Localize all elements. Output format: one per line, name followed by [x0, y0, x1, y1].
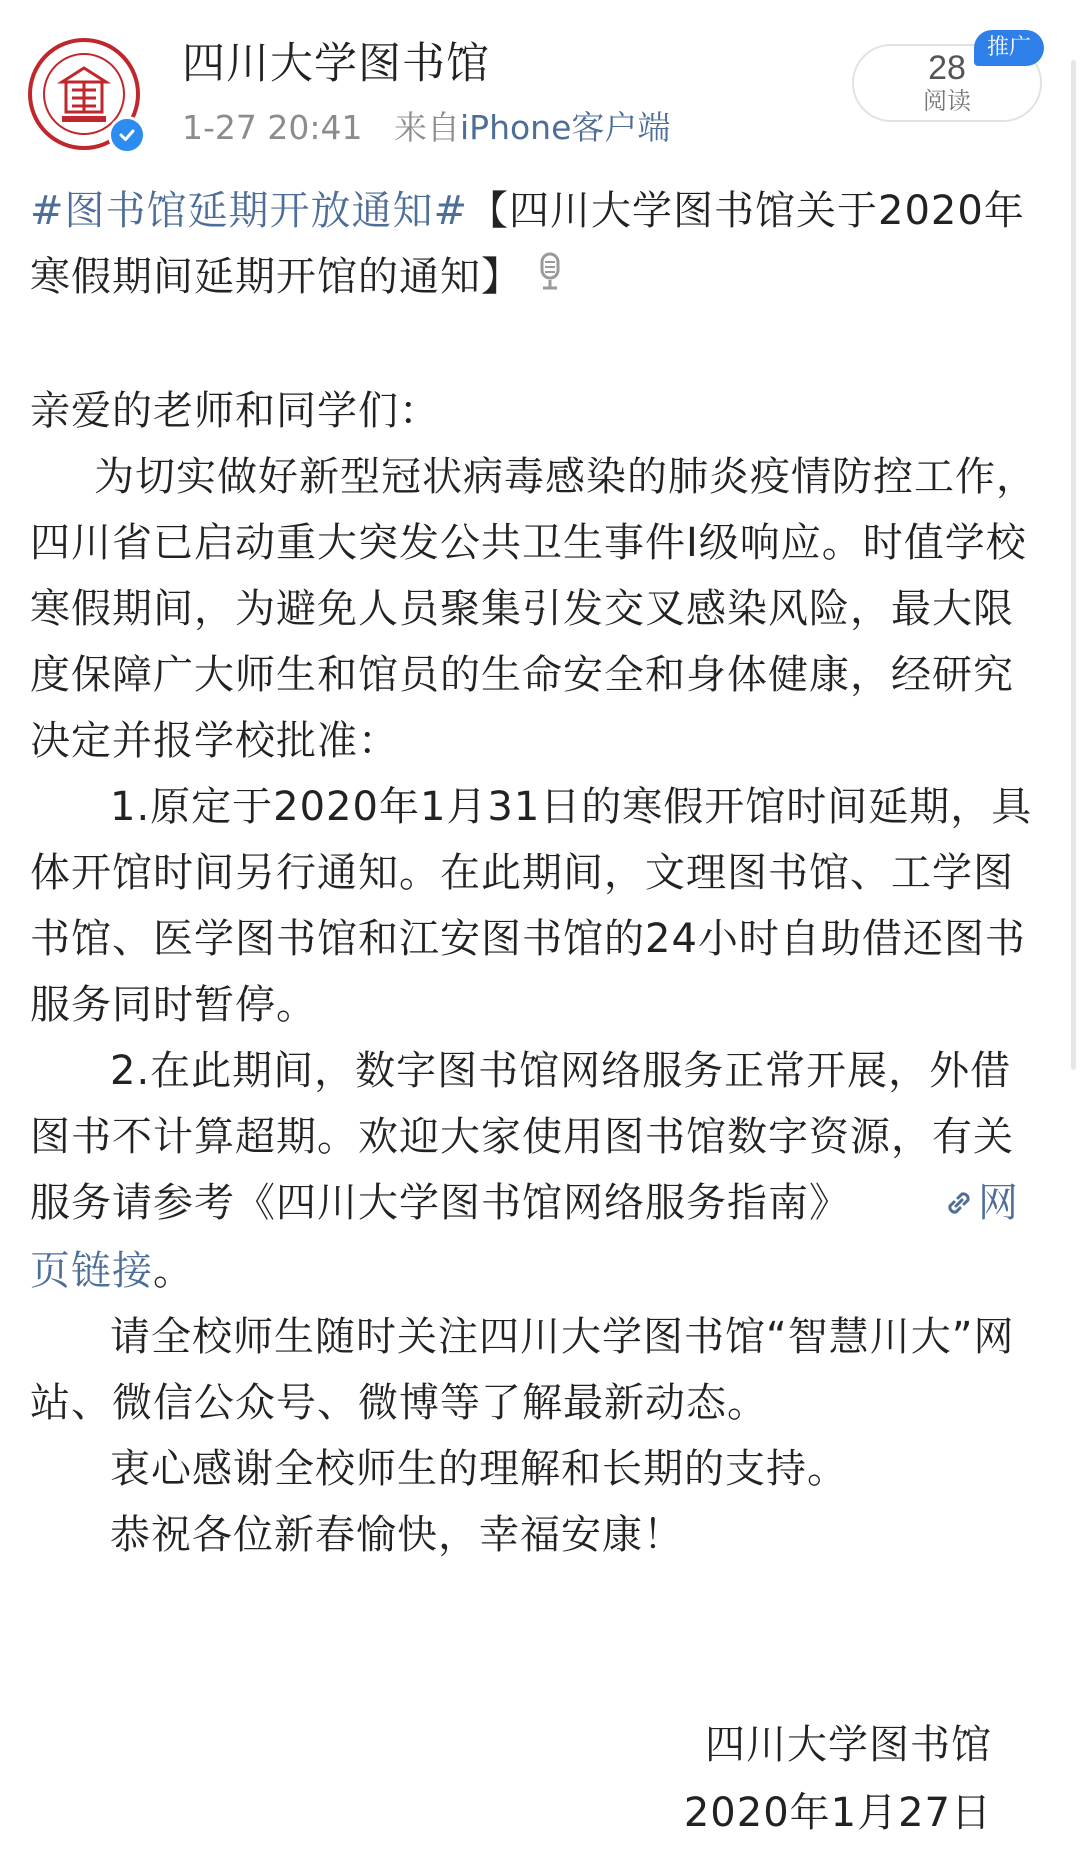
- read-count: 28: [928, 49, 966, 87]
- post-meta: [182, 106, 670, 150]
- scrollbar[interactable]: [1071, 60, 1076, 1070]
- signature-date: 2020年1月27日: [683, 1790, 992, 1836]
- thanks: 衷心感谢全校师生的理解和长期的支持。: [110, 1446, 848, 1492]
- greeting: 亲爱的老师和同学们：: [30, 388, 440, 434]
- item-2: [30, 1038, 1040, 1304]
- item-2-text: 2.在此期间，数字图书馆网络服务正常开展，外借图书不计算超期。欢迎大家使用图书馆数字资源，有关服务请参考《四川大学图书馆网络服务指南》: [30, 1048, 1014, 1226]
- post-header: [0, 0, 1080, 160]
- wishes: 恭祝各位新春愉快，幸福安康！: [110, 1512, 684, 1558]
- hashtag-link[interactable]: #图书馆延期开放通知#: [30, 188, 469, 234]
- account-name[interactable]: 四川大学图书馆: [182, 39, 490, 89]
- read-label: 阅读: [923, 87, 971, 115]
- post-title: 【四川大学图书馆关于2020年寒假期间延期开馆的通知】: [30, 188, 1025, 300]
- web-link[interactable]: 网页链接: [30, 1180, 1019, 1294]
- post-content: [30, 178, 1040, 1568]
- promo-button[interactable]: 推广: [974, 30, 1044, 66]
- item-1: 1.原定于2020年1月31日的寒假开馆时间延期，具体开馆时间另行通知。在此期间，文理图书馆、工学图书馆、医学图书馆和江安图书馆的24小时自助借还图书服务同时暂停。: [30, 784, 1033, 1028]
- verified-check-icon: [108, 116, 146, 154]
- source-client: iPhone客户端: [460, 108, 671, 147]
- source-prefix: 来自: [394, 108, 460, 147]
- signature-org: 四川大学图书馆: [705, 1722, 992, 1768]
- paragraph-1: 为切实做好新型冠状病毒感染的肺炎疫情防控工作，四川省已启动重大突发公共卫生事件Ⅰ级响应。时值学校寒假期间，为避免人员聚集引发交叉感染风险，最大限度保障广大师生和馆员的生命安全和身体健康，经研究决定并报学校批准：: [30, 454, 1037, 764]
- item-2-end: 。: [153, 1248, 194, 1294]
- microphone-icon: [536, 246, 564, 312]
- notice: 请全校师生随时关注四川大学图书馆“智慧川大”网站、微信公众号、微博等了解最新动态。: [30, 1314, 1015, 1426]
- link-icon: [864, 1172, 974, 1238]
- post-title-line: [30, 178, 1040, 312]
- post-time: 1-27 20:41: [182, 108, 363, 147]
